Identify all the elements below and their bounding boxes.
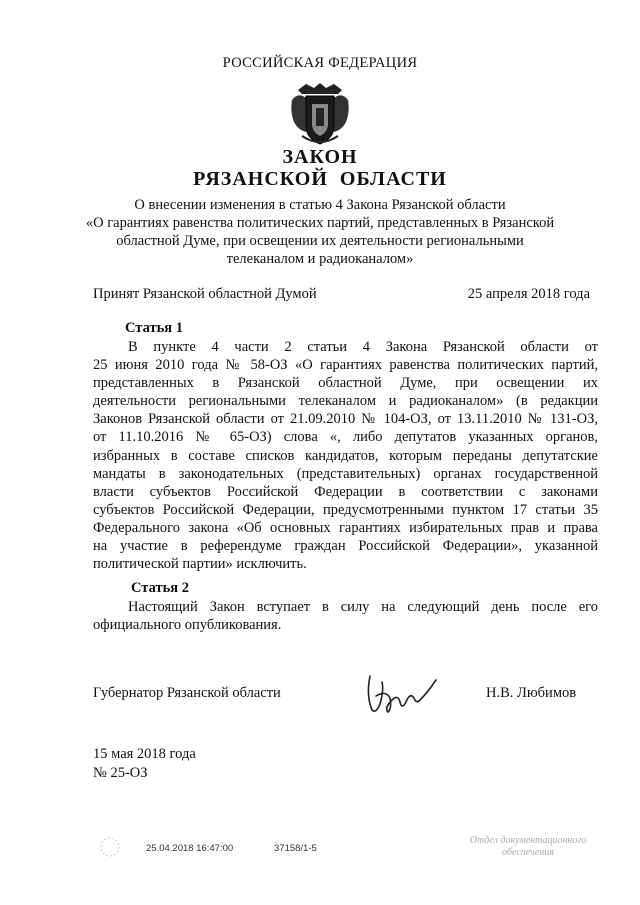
article-line: от 11.10.2016 № 65-ОЗ) слова «, либо депутатов указанных органов, — [93, 429, 598, 446]
subtitle-line: «О гарантиях равенства политических партий, представленных в Рязанской — [85, 215, 555, 231]
subtitle-line: телеканалом и радиоканалом» — [226, 251, 414, 267]
law-title: ЗАКОН — [282, 146, 358, 168]
footer-timestamp: 25.04.2018 16:47:00 — [146, 843, 234, 854]
adoption-date: 25 апреля 2018 года — [467, 286, 590, 302]
coat-of-arms-emblem — [288, 82, 352, 148]
article-1-text — [93, 338, 598, 573]
law-subtitle — [0, 196, 640, 268]
article-line: представленных в Рязанской областной Думе, при освещении их — [93, 375, 598, 392]
article-line: Законов Рязанской области от 21.09.2010 № 104-ОЗ, от 13.11.2010 № 131-ОЗ, — [93, 411, 598, 428]
article-line: официального опубликования. — [93, 617, 282, 634]
article-2-text — [93, 598, 598, 634]
signing-date: 15 мая 2018 года — [93, 746, 196, 762]
law-region-title: РЯЗАНСКОЙ ОБЛАСТИ — [193, 168, 447, 190]
signatory-name: Н.В. Любимов — [486, 685, 577, 701]
federation-heading: РОССИЙСКАЯ ФЕДЕРАЦИЯ — [222, 55, 418, 71]
article-line: на участие в референдуме граждан Российской Федерации», указанной — [93, 538, 598, 555]
article-line: деятельности региональными телеканалом и радиоканалом» (в редакции — [93, 393, 598, 410]
adoption-body: Принят Рязанской областной Думой — [93, 286, 317, 302]
faint-stamp-icon — [98, 836, 122, 858]
article-line: Федерального закона «Об основных гарантиях избирательных прав и права — [93, 519, 598, 536]
article-line: Настоящий Закон вступает в силу на следующий день после его — [128, 599, 598, 615]
article-line: власти субъектов Российской Федерации в соответствии с законами — [93, 483, 598, 500]
department-stamp — [448, 835, 608, 859]
adoption-row — [93, 286, 590, 303]
article-line: мандаты в законодательных (представительных) органах государственной — [93, 465, 598, 482]
signatory-title: Губернатор Рязанской области — [93, 685, 281, 701]
footer-doc-code: 37158/1-5 — [274, 843, 317, 854]
article-2-heading: Статья 2 — [131, 580, 189, 596]
article-line: политической партии» исключить. — [93, 556, 307, 573]
article-line: 25 июня 2010 года № 58-ОЗ «О гарантиях равенства политических партий, — [93, 357, 598, 374]
stamp-line: обеспечения — [502, 847, 554, 858]
stamp-line: Отдел документационного — [469, 835, 587, 846]
article-1-heading: Статья 1 — [125, 320, 183, 336]
article-line: субъектов Российской Федерации, предусмотренными пунктом 17 статьи 35 — [93, 501, 598, 518]
subtitle-line: областной Думе, при освещении их деятельности региональными — [116, 233, 524, 249]
article-line: В пункте 4 части 2 статьи 4 Закона Рязанской области от — [128, 339, 598, 355]
handwritten-signature — [362, 668, 442, 718]
law-number: № 25-ОЗ — [93, 765, 148, 781]
subtitle-line: О внесении изменения в статью 4 Закона Рязанской области — [134, 197, 506, 213]
article-line: избранных в составе списков кандидатов, которым переданы депутатские — [93, 447, 598, 464]
